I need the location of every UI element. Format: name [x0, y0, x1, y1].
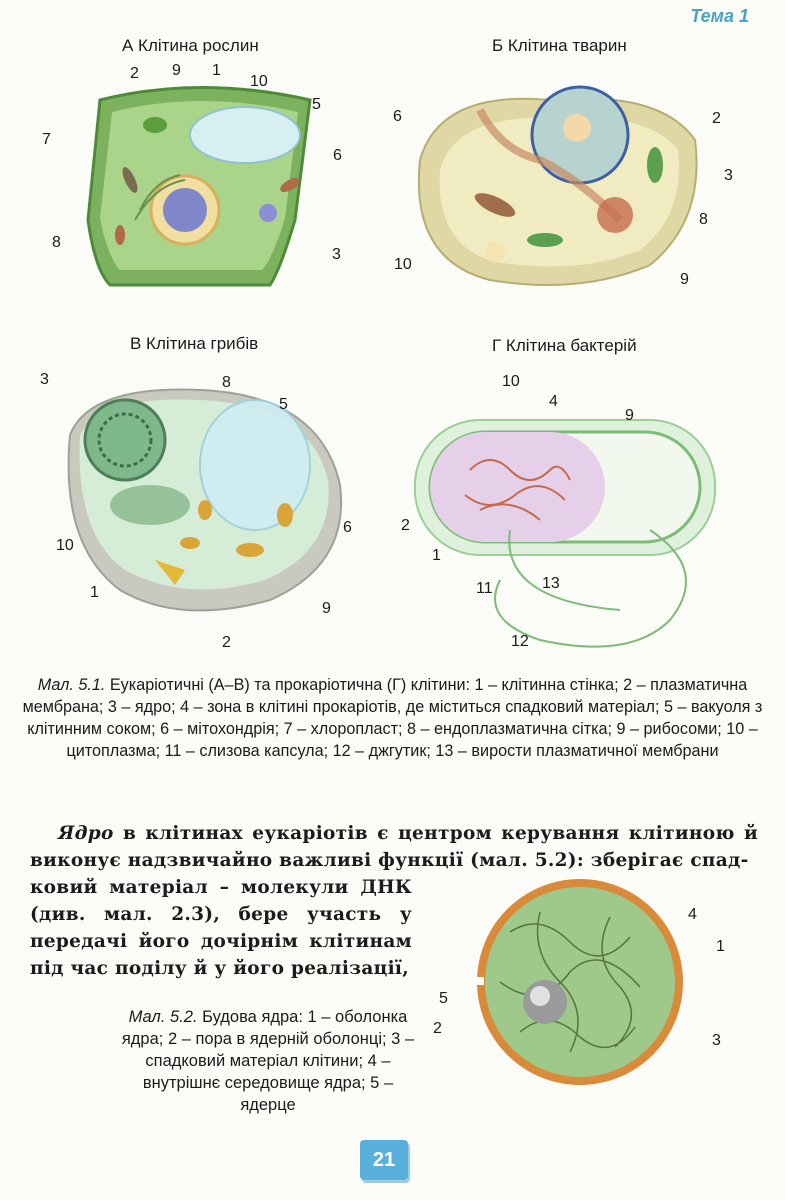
figure-5-1-caption-lead: Мал. 5.1.: [37, 676, 106, 694]
figure-5-2-caption: [118, 1006, 418, 1116]
label-c-5: 5: [279, 396, 288, 413]
figure-5-2-caption-text: Будова ядра: 1 – оболонка ядра; 2 – пора в ядерній оболонці; 3 – спадковий матеріал клітини; 4 – внутрішнє середовище ядра; 5 – ядерце: [121, 1008, 415, 1114]
label-d-10: 10: [502, 373, 520, 390]
label-d-2: 2: [401, 517, 410, 534]
label-d-11: 11: [476, 580, 493, 597]
label-a-6: 6: [333, 147, 342, 164]
paragraph-nucleus-continued: ковий матеріал – молекули ДНК (див. мал. 2.3), бере участь у передачі його дочірнім клітинам під час поділу й у його реалізації,: [30, 877, 412, 979]
label-a-9: 9: [172, 62, 181, 79]
label-a-5: 5: [312, 96, 321, 113]
plant-cell-illustration: [40, 70, 350, 310]
label-a-8: 8: [52, 234, 61, 251]
term-nucleus: Ядро: [58, 823, 114, 844]
label-d-13: 13: [542, 575, 560, 592]
figure-5-1-caption-text: Еукаріотичні (А–В) та прокаріотична (Г) клітини: 1 – клітинна стінка; 2 – плазматична мембрана; 3 – ядро; 4 – зона в клітині прокаріотів, де міститься спадковий матеріал; 5 – вакуоля з клітинним соком; 6 – мітохондрія; 7 – хлоропласт; 8 – ендоплазматична сітка; 9 – рибосоми; 10 – цитоплазма; 11 – слизова капсула; 12 – джгутик; 13 – вирости плазматичної мембрани: [22, 676, 763, 760]
label-nucleus-1: 1: [716, 938, 725, 955]
panel-c-title: В Клітина грибів: [130, 334, 259, 353]
bacterial-cell-illustration: [410, 410, 745, 650]
label-d-1: 1: [432, 547, 441, 564]
page-number-badge: 21: [360, 1140, 408, 1180]
label-nucleus-4: 4: [688, 906, 697, 923]
label-c-1: 1: [90, 584, 99, 601]
label-a-10: 10: [250, 73, 268, 90]
animal-cell-illustration: [400, 80, 710, 300]
label-nucleus-3: 3: [712, 1032, 721, 1049]
fungal-cell-illustration: [60, 375, 350, 625]
label-a-1: 1: [212, 62, 221, 79]
label-d-9: 9: [625, 407, 634, 424]
figure-5-2-caption-lead: Мал. 5.2.: [128, 1008, 198, 1026]
label-b-9: 9: [680, 271, 689, 288]
topic-label: Тема 1: [690, 6, 749, 26]
label-c-3: 3: [40, 371, 49, 388]
panel-a-title: А Клітина рослин: [122, 36, 259, 55]
label-a-2: 2: [130, 65, 139, 82]
paragraph-nucleus-text: в клітинах еукаріотів є центром керування клітиною й виконує надзвичайно важливі функції (мал. 5.2): зберігає спад-: [30, 823, 758, 871]
label-a-7: 7: [42, 131, 51, 148]
panel-b-title: Б Клітина тварин: [492, 36, 627, 55]
label-b-3: 3: [724, 167, 733, 184]
label-c-9: 9: [322, 600, 331, 617]
label-c-8: 8: [222, 374, 231, 391]
label-nucleus-5: 5: [439, 990, 448, 1007]
label-a-3: 3: [332, 246, 341, 263]
label-d-4: 4: [549, 393, 558, 410]
label-c-6: 6: [343, 519, 352, 536]
panel-d-title: Г Клітина бактерій: [492, 336, 637, 355]
label-c-10: 10: [56, 537, 74, 554]
label-b-2: 2: [712, 110, 721, 127]
label-b-10: 10: [394, 256, 412, 273]
label-c-2: 2: [222, 634, 231, 651]
label-nucleus-2: 2: [433, 1020, 442, 1037]
label-b-6: 6: [393, 108, 402, 125]
paragraph-nucleus: [30, 820, 758, 874]
nucleus-illustration: [470, 872, 690, 1092]
figure-5-1-caption: [20, 674, 765, 762]
label-b-8: 8: [699, 211, 708, 228]
label-d-12: 12: [511, 633, 529, 650]
